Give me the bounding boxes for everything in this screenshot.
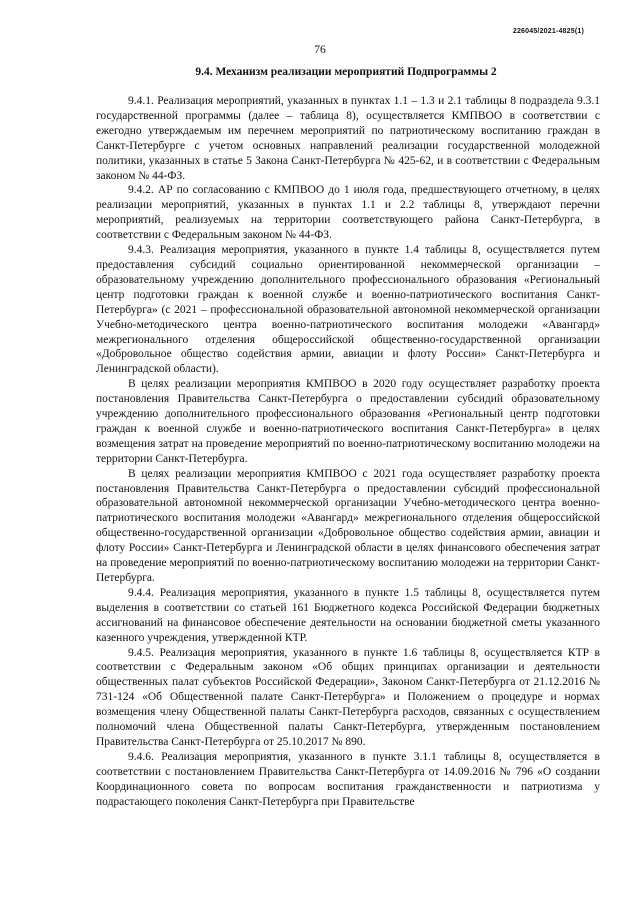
document-id: 226045/2021-4825(1) xyxy=(512,28,584,35)
paragraph: 9.4.6. Реализация мероприятия, указанного в пункте 3.1.1 таблицы 8, осуществляется в соответствии с постановлением Правительства Санкт-Петербурга от 14.09.2016 № 796 «О создании Координационного совета по вопросам воспитания гражданственности и патриотизма у подрастающего поколения Санкт-Петербурга при Правительстве xyxy=(96,750,600,808)
paragraph: 9.4.1. Реализация мероприятий, указанных в пунктах 1.1 – 1.3 и 2.1 таблицы 8 подраздела 9.3.1 государственной программы (далее – таблица 8), осуществляется КМПВОО в соответствии с ежегодно утверждаемым им перечнем мероприятий по патриотическому воспитанию граждан в Санкт-Петербурге с учетом основных направлений реализации государственной молодежной политики, указанных в статье 5 Закона Санкт-Петербурга № 425-62, и в соответствии с Федеральным законом № 44-ФЗ. xyxy=(96,95,600,182)
paragraph: 9.4.3. Реализация мероприятия, указанного в пункте 1.4 таблицы 8, осуществляется путем предоставления субсидий социально ориентированной некоммерческой организации – образовательному учреждению дополнительного профессионального образования «Региональный центр подготовки граждан к военной службе и военно-патриотического воспитания Санкт-Петербурга» (с 2021 – профессиональной образовательной автономной некоммерческой организации Учебно-методического центра военно-патриотического воспитания молодежи «Авангард» межрегионального отделения общероссийской общественно-государственной организации «Добровольное общество содействия армии, авиации и флоту России» Санкт-Петербурга и Ленинградской области). xyxy=(96,244,600,376)
paragraph: 9.4.4. Реализация мероприятия, указанного в пункте 1.5 таблицы 8, осуществляется путем выделения в соответствии со статьей 161 Бюджетного кодекса Российской Федерации бюджетных ассигнований на финансовое обеспечение деятельности на основании бюджетной сметы указанного казенного учреждения, утвержденной КТР. xyxy=(96,586,600,644)
paragraph: В целях реализации мероприятия КМПВОО с 2021 года осуществляет разработку проекта постановления Правительства Санкт-Петербурга о предоставлении субсидий профессиональной образовательной автономной некоммерческой организации Учебно-методического центра военно-патриотического воспитания молодежи «Авангард» межрегионального отделения общероссийской общественно-государственной организации «Добровольное общество содействия армии, авиации и флоту России» Санкт-Петербурга и Ленинградской области в целях финансового обеспечения затрат на проведение мероприятий по военно-патриотическому воспитанию молодежи на территории Санкт-Петербурга. xyxy=(96,467,600,584)
section-title: 9.4. Механизм реализации мероприятий Подпрограммы 2 xyxy=(195,66,497,78)
paragraph: В целях реализации мероприятия КМПВОО в 2020 году осуществляет разработку проекта постановления Правительства Санкт-Петербурга о предоставлении субсидий образовательному учреждению дополнительного профессионального образования «Региональный центр подготовки граждан к военной службе и военно-патриотического воспитания Санкт-Петербурга» в целях возмещения затрат на проведение мероприятий по военно-патриотическому воспитанию молодежи на территории Санкт-Петербурга. xyxy=(96,378,600,465)
paragraph: 9.4.2. АР по согласованию с КМПВОО до 1 июля года, предшествующего отчетному, в целях реализации мероприятий, указанных в пунктах 1.1 и 2.2 таблицы 8, утверждают перечни мероприятий, реализуемых на территории соответствующего района Санкт-Петербурга, в соответствии с Федеральным законом № 44-ФЗ. xyxy=(96,184,600,242)
paragraph: 9.4.5. Реализация мероприятия, указанного в пункте 1.6 таблицы 8, осуществляется КТР в соответствии с Федеральным законом «Об общих принципах организации и деятельности общественных палат субъектов Российской Федерации», Законом Санкт-Петербурга от 21.12.2016 № 731-124 «Об Общественной палате Санкт-Петербурга» и Положением о процедуре и нормах возмещения члену Общественной палаты Санкт-Петербурга расходов, связанных с осуществлением полномочий члена Общественной палаты Санкт-Петербурга, утвержденным постановлением Правительства Санкт-Петербурга от 25.10.2017 № 890. xyxy=(96,646,600,748)
document-body xyxy=(96,94,600,810)
page-number: 76 xyxy=(314,44,326,56)
